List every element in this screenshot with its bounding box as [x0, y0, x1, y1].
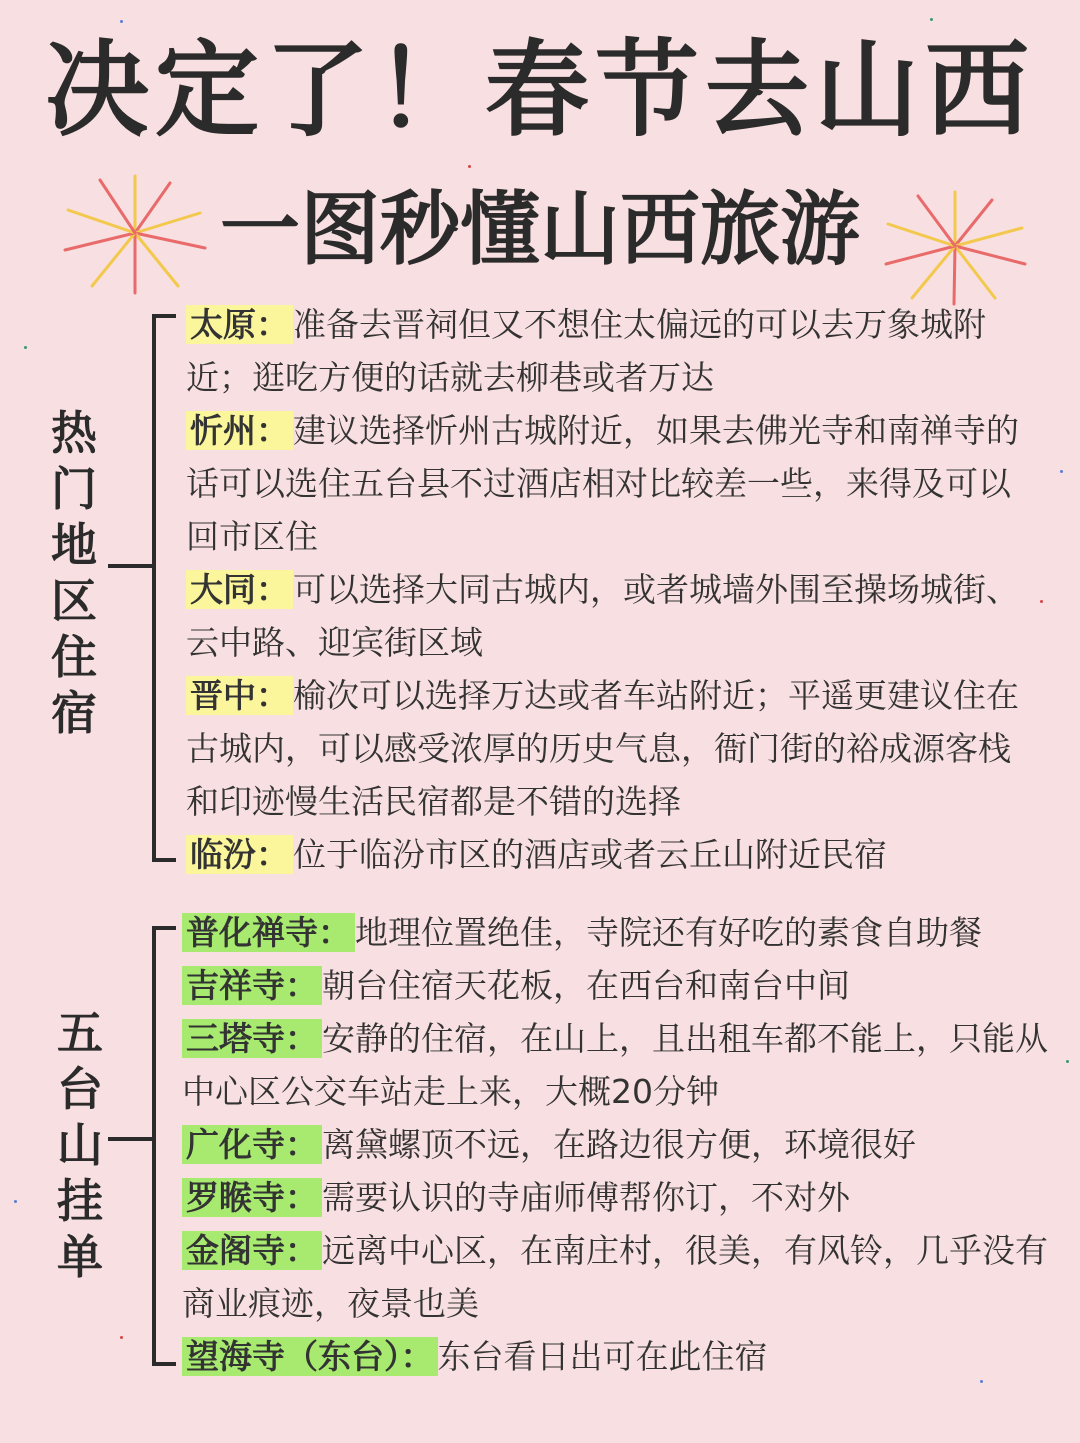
entry-key: 临汾：	[186, 835, 293, 874]
label-char: 住	[51, 630, 97, 684]
list-item	[182, 1171, 1052, 1224]
entry-text: 朝台住宿天花板，在西台和南台中间	[322, 966, 850, 1005]
confetti-dot	[980, 1380, 983, 1383]
list-item	[186, 563, 1026, 669]
confetti-dot	[1060, 470, 1063, 473]
entry-key: 太原：	[186, 305, 293, 344]
confetti-dot	[120, 1336, 123, 1339]
label-char: 门	[51, 462, 97, 516]
entry-text: 远离中心区，在南庄村，很美，有风铃，几乎没有商业痕迹，夜景也美	[182, 1231, 1048, 1323]
entry-text: 需要认识的寺庙师傅帮你订，不对外	[322, 1178, 850, 1217]
entry-key: 广化寺：	[182, 1125, 322, 1164]
list-item	[182, 1330, 1052, 1383]
confetti-dot	[120, 20, 123, 23]
entry-text: 地理位置绝佳，寺院还有好吃的素食自助餐	[355, 913, 982, 952]
entry-key: 忻州：	[186, 411, 293, 450]
hot-bracket	[152, 314, 176, 862]
label-char: 宿	[51, 686, 97, 740]
list-item	[186, 669, 1026, 828]
page-title: 决定了！春节去山西	[44, 29, 1035, 151]
subtitle: 一图秒懂山西旅游	[220, 183, 860, 276]
entry-key: 吉祥寺：	[182, 966, 322, 1005]
label-char: 单	[57, 1230, 103, 1284]
list-item	[182, 1224, 1052, 1330]
confetti-dot	[24, 346, 27, 349]
entry-key: 晋中：	[186, 676, 293, 715]
entry-key: 普化禅寺：	[182, 913, 355, 952]
label-char: 山	[57, 1118, 103, 1172]
label-char: 热	[51, 406, 97, 460]
entry-text: 榆次可以选择万达或者车站附近；平遥更建议住在古城内，可以感受浓厚的历史气息，衙门街的裕成源客栈和印迹慢生活民宿都是不错的选择	[186, 676, 1019, 821]
entry-key: 望海寺（东台）：	[182, 1337, 438, 1376]
hot-area-list	[186, 298, 1026, 881]
entry-key: 罗睺寺：	[182, 1178, 322, 1217]
label-char: 挂	[57, 1174, 103, 1228]
wutai-list	[182, 906, 1052, 1383]
list-item	[186, 298, 1026, 404]
entry-text: 建议选择忻州古城附近，如果去佛光寺和南禅寺的话可以选住五台县不过酒店相对比较差一些，来得及可以回市区住	[186, 411, 1019, 556]
wutai-bracket	[152, 926, 176, 1366]
entry-text: 准备去晋祠但又不想住太偏远的可以去万象城附近；逛吃方便的话就去柳巷或者万达	[186, 305, 986, 397]
entry-key: 金阁寺：	[182, 1231, 322, 1270]
list-item	[182, 1118, 1052, 1171]
confetti-dot	[1066, 1060, 1069, 1063]
hot-bracket-tick	[108, 564, 156, 568]
list-item	[186, 404, 1026, 563]
confetti-dot	[468, 165, 471, 168]
list-item	[182, 1012, 1052, 1118]
list-item	[182, 906, 1052, 959]
confetti-dot	[930, 18, 933, 21]
wutai-label	[50, 1005, 110, 1285]
entry-text: 东台看日出可在此住宿	[437, 1337, 768, 1376]
entry-text: 位于临汾市区的酒店或者云丘山附近民宿	[293, 835, 887, 874]
confetti-dot	[14, 1200, 17, 1203]
label-char: 地	[51, 518, 97, 572]
list-item	[186, 828, 1026, 881]
label-char: 五	[57, 1006, 103, 1060]
entry-text: 离黛螺顶不远，在路边很方便，环境很好	[322, 1125, 916, 1164]
entry-text: 可以选择大同古城内，或者城墙外围至操场城街、云中路、迎宾街区域	[186, 570, 1019, 662]
hot-area-label	[44, 405, 104, 741]
label-char: 台	[57, 1062, 103, 1116]
entry-key: 大同：	[186, 570, 293, 609]
wutai-bracket-tick	[108, 1137, 156, 1141]
entry-text: 安静的住宿，在山上，且出租车都不能上，只能从中心区公交车站走上来，大概20分钟	[182, 1019, 1048, 1111]
confetti-dot	[1040, 600, 1043, 603]
entry-key: 三塔寺：	[182, 1019, 322, 1058]
list-item	[182, 959, 1052, 1012]
label-char: 区	[51, 574, 97, 628]
